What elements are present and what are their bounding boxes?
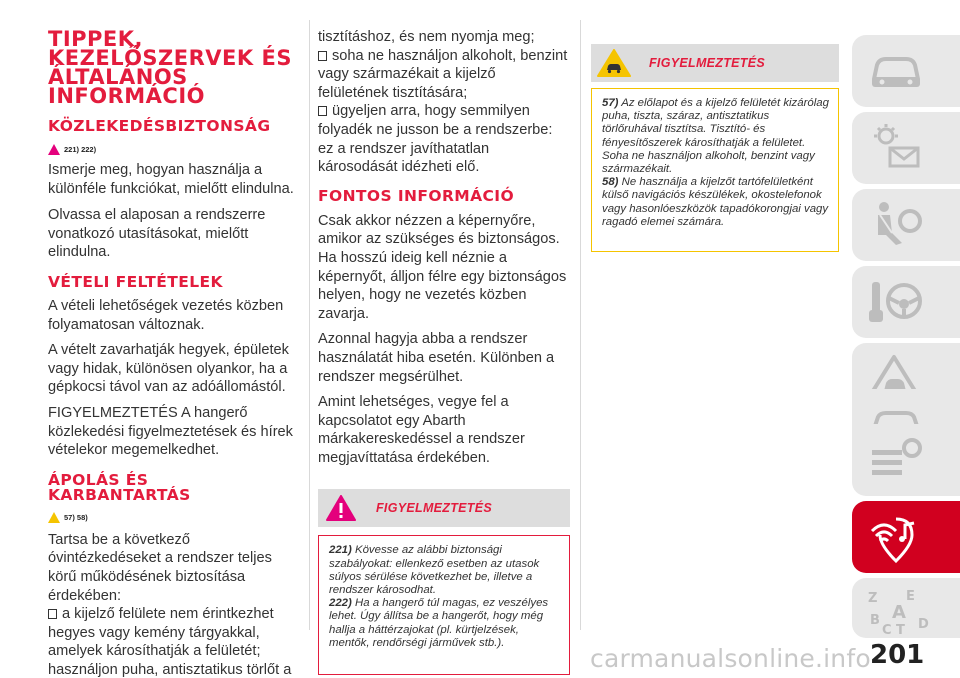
warning-text: Ne használja a kijelzőt tartófelületként külső navigációs készülékek, okostelefonok vagy hasonlóeszközök tapadókorongjai vagy ragadó elemei számára. xyxy=(602,176,829,228)
column-3 xyxy=(591,0,839,252)
section-heading-care xyxy=(48,470,300,504)
column-1 xyxy=(48,0,300,678)
paragraph: tisztításhoz, és nem nyomja meg; xyxy=(318,29,535,45)
chapter-title-line: TIPPEK, xyxy=(48,27,144,51)
warning-text: Ha a hangerő túl magas, ez veszélyes lehet. Úgy állítsa be a hangerőt, hogy még hallja a háttérzajokat (pl. kürtjelzések, mentők, rendőrségi járművek stb.). xyxy=(329,597,549,649)
paragraph: A vételi lehetőségek vezetés közben folyamatosan változnak. xyxy=(48,297,284,333)
warning-car-icon xyxy=(597,49,631,77)
lights-mail-icon xyxy=(866,122,926,172)
paragraph: A vételt zavarhatják hegyek, épületek vagy hidak, különösen olyankor, ha a gépkocsi távol van az adóállomástól. xyxy=(48,342,289,396)
warning-box xyxy=(591,88,839,252)
svg-text:T: T xyxy=(896,623,905,636)
chapter-tab-car[interactable] xyxy=(852,35,960,107)
paragraph: Amint lehetséges, vegye fel a kapcsolatot egy Abarth márkakereskedéssel a rendszer megjavíttatása érdekében. xyxy=(318,394,525,466)
bullet-item xyxy=(318,47,570,103)
warning-item xyxy=(602,176,830,229)
chapter-tab-multimedia[interactable] xyxy=(852,501,960,573)
warning-item xyxy=(602,97,830,176)
seatbelt-airbag-icon xyxy=(866,199,926,249)
warning-text: Kövesse az alábbi biztonsági szabályokat: ellenkező esetben az utasok súlyos sérülése következhet be, illetve a rendszer károsodhat. xyxy=(329,544,540,597)
bullet-checkbox-icon xyxy=(48,609,57,619)
bullet-text: soha ne használjon alkoholt, benzint vagy származékait a kijelző felületének tisztítására; xyxy=(318,47,568,101)
section-heading-line: KARBANTARTÁS xyxy=(48,485,191,504)
paragraph: Tartsa be a következő óvintézkedéseket a rendszer teljes körű működésének biztosítása érdekében: xyxy=(48,531,272,604)
car-icon xyxy=(866,45,926,95)
bullet-checkbox-icon xyxy=(318,51,327,61)
column-divider xyxy=(580,20,581,630)
section-heading-line: ÁPOLÁS ÉS xyxy=(48,470,149,489)
gear-list-icon xyxy=(866,434,926,484)
warning-number: 221) xyxy=(329,544,352,557)
section-heading-important: FONTOS INFORMÁCIÓ xyxy=(318,186,515,205)
chapter-tab-index[interactable] xyxy=(852,578,960,638)
bullet-text: a kijelző felülete nem érintkezhet hegyes vagy kemény tárgyakkal, amelyek károsíthatják a felületét; használjon puha, antisztatikus törlőt a xyxy=(48,606,292,678)
page-number: 201 xyxy=(870,640,925,670)
warning-refs xyxy=(48,511,300,525)
watermark: carmanualsonline.info xyxy=(590,644,871,673)
warning-header xyxy=(591,44,839,82)
column-divider xyxy=(309,20,310,630)
chapter-tab-safety[interactable] xyxy=(852,189,960,261)
bullet-checkbox-icon xyxy=(318,106,327,116)
column-2 xyxy=(318,0,570,675)
paragraph: Olvassa el alaposan a rendszerre vonatkozó utasításokat, mielőtt elindulna. xyxy=(48,207,266,261)
chapter-title-line: ÁLTALÁNOS xyxy=(48,65,188,89)
svg-text:C: C xyxy=(882,623,892,636)
bullet-text: ügyeljen arra, hogy semmilyen folyadék ne jusson be a rendszerbe: ez a rendszer javíthatatlan károsodását idézheti elő. xyxy=(318,103,553,176)
warning-triangle-icon xyxy=(326,495,356,521)
warning-number: 57) xyxy=(602,97,619,109)
svg-text:E: E xyxy=(906,589,915,604)
svg-text:Z: Z xyxy=(868,591,878,606)
warning-number: 58) xyxy=(602,176,619,189)
svg-text:B: B xyxy=(870,613,880,628)
warning-title: FIGYELMEZTETÉS xyxy=(376,501,493,516)
warning-refs-text: 57) 58) xyxy=(64,513,88,523)
chapter-tab-lights[interactable] xyxy=(852,112,960,184)
paragraph: FIGYELMEZTETÉS A hangerő közlekedési figyelmeztetések és hírek vételekor megemelkedhet. xyxy=(48,404,293,459)
warning-item xyxy=(329,597,561,650)
chapter-title-line: KEZELŐSZERVEK ÉS xyxy=(48,46,292,70)
paragraph: Azonnal hagyja abba a rendszer használatát hiba esetén. Különben a rendszer megsérülhet. xyxy=(318,331,555,385)
warning-text: Az előlapot és a kijelző felületét kizárólag puha, tiszta, száraz, antisztatikus törlőruhával tisztítsa. Tisztító- és fényesítőszerek károsíthatják a felületet. Soha ne használjon alkoholt, benzint vagy származékait. xyxy=(602,97,829,176)
section-heading-safety: KÖZLEKEDÉSBIZTONSÁG xyxy=(48,117,271,135)
warning-triangle-icon xyxy=(48,512,60,523)
key-steering-icon xyxy=(866,276,926,326)
chapter-tab-technical[interactable] xyxy=(852,424,960,496)
paragraph: Csak akkor nézzen a képernyőre, amikor az szükséges és biztonságos. Ha hosszú ideig kell néznie a képernyőt, álljon félre egy biztonságos helyen, hogy ne vezetés közben zavarja. xyxy=(318,212,567,322)
warning-triangle-icon xyxy=(48,144,60,155)
section-heading-reception: VÉTELI FELTÉTELEK xyxy=(48,272,223,291)
svg-text:A: A xyxy=(892,602,906,623)
paragraph: Ismerje meg, hogyan használja a különféle funkciókat, mielőtt elindulna. xyxy=(48,162,294,197)
warning-header xyxy=(318,489,570,527)
chapter-title xyxy=(48,27,300,108)
warning-number: 222) xyxy=(329,597,352,610)
warning-refs-text: 221) 222) xyxy=(64,144,97,154)
svg-text:D: D xyxy=(918,617,929,632)
warning-title: FIGYELMEZTETÉS xyxy=(649,56,766,70)
alphabet-index-icon xyxy=(866,588,936,636)
warning-box xyxy=(318,535,570,675)
warning-refs xyxy=(48,142,300,156)
chapter-title-line: INFORMÁCIÓ xyxy=(48,84,205,108)
warning-item xyxy=(329,544,561,597)
bullet-item xyxy=(318,102,570,176)
bullet-item xyxy=(48,605,300,678)
warning-panel xyxy=(318,489,570,675)
media-nav-icon xyxy=(866,511,926,565)
chapter-tab-starting[interactable] xyxy=(852,266,960,338)
